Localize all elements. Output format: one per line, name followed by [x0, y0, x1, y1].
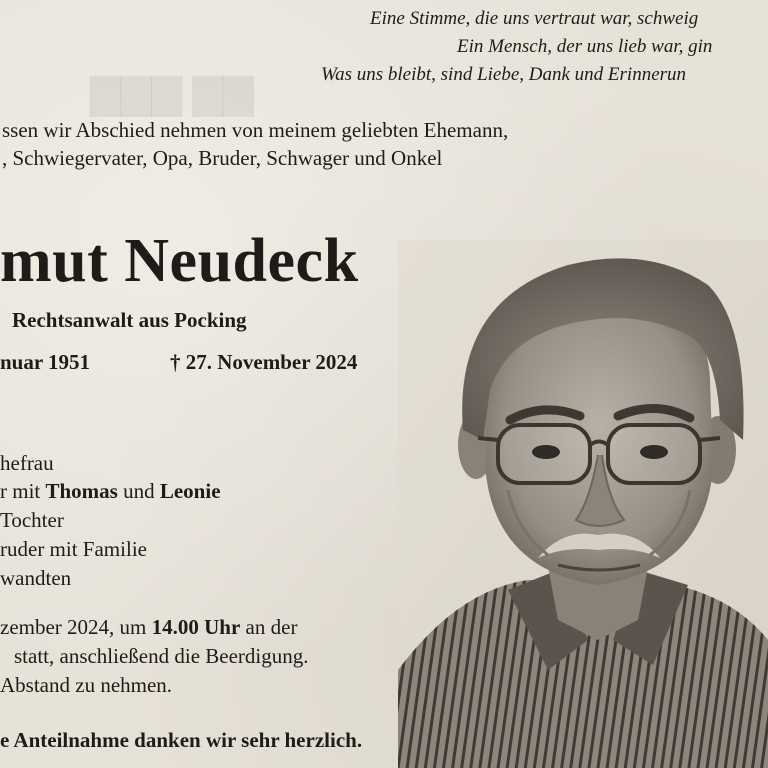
mourner-line-3: Tochter — [0, 508, 64, 532]
death-date: † 27. November 2024 — [170, 350, 358, 374]
deceased-name: mut Neudeck — [0, 227, 359, 295]
mourner-line-2 — [0, 479, 221, 504]
mourner-name-thomas: Thomas — [45, 479, 118, 503]
mourner-name-leonie: Leonie — [159, 479, 221, 503]
quote-line-2: Ein Mensch, der uns lieb war, gin — [457, 36, 713, 57]
mourner-line-4: ruder mit Familie — [0, 537, 147, 561]
funeral-line-2: statt, anschließend die Beerdigung. — [14, 644, 309, 668]
quote-line-1: Eine Stimme, die uns vertraut war, schweig — [370, 8, 699, 29]
funeral-time: 14.00 Uhr — [151, 615, 241, 639]
birth-date: nuar 1951 — [0, 350, 91, 374]
mourner-line-5: wandten — [0, 566, 72, 590]
intro-line-2: , Schwiegervater, Opa, Bruder, Schwager und Onkel — [2, 146, 443, 170]
deceased-profession: Rechtsanwalt aus Pocking — [12, 308, 247, 332]
mourner-line-2-pre: r mit — [0, 479, 46, 503]
funeral-date-text: zember 2024, um — [0, 615, 152, 639]
funeral-place-text: an der — [240, 615, 298, 639]
thanks-line: e Anteilnahme danken wir sehr herzlich. — [0, 728, 363, 752]
funeral-line-1 — [0, 615, 297, 640]
mourner-line-1: hefrau — [0, 451, 54, 475]
portrait-photo — [398, 240, 768, 768]
mourner-line-2-mid: und — [117, 479, 160, 503]
funeral-line-3: Abstand zu nehmen. — [0, 673, 173, 697]
intro-line-1: ssen wir Abschied nehmen von meinem geliebten Ehemann, — [2, 118, 509, 142]
quote-line-3: Was uns bleibt, sind Liebe, Dank und Erinnerun — [321, 64, 687, 85]
show-through-print: ▇▇▇ ▇▇ — [90, 71, 254, 116]
